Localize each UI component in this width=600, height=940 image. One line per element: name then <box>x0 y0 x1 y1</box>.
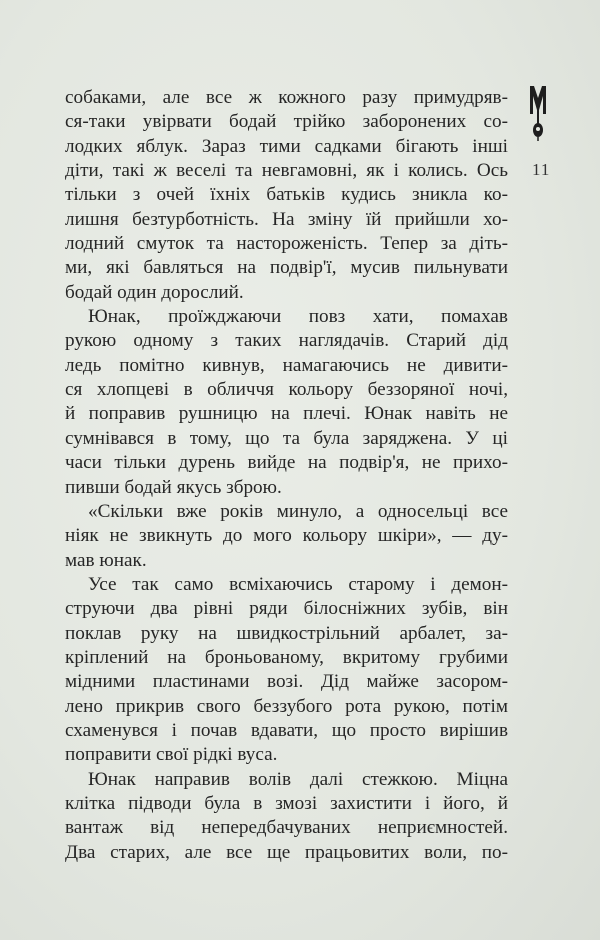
text-line: бодай один дорослий. <box>65 281 244 303</box>
page-number: 11 <box>532 160 551 179</box>
text-line: «Скільки вже років минуло, а односельці все <box>88 500 508 522</box>
text-line: пивши бодай якусь зброю. <box>65 476 282 498</box>
text-line: Два старих, але все ще працьовитих воли, по- <box>65 841 508 863</box>
text-line: ся хлопцеві в обличчя кольору беззоряної ночі, <box>65 379 508 401</box>
paragraph <box>65 500 508 573</box>
text-line: Юнак направив волів далі стежкою. Міцна <box>88 768 508 790</box>
text-line: ледь помітно кивнув, намагаючись не дивити- <box>65 354 508 376</box>
text-line: сумнівався в тому, що та була заряджена. У ці <box>65 427 508 449</box>
text-line: схаменувся і почав вдавати, що просто вирішив <box>65 719 508 741</box>
text-line: поправити свої рідкі вуса. <box>65 744 278 766</box>
text-line: лено прикрив свого беззубого рота рукою, потім <box>65 695 508 717</box>
text-line: кріплений на броньованому, вкритому грубими <box>65 646 508 668</box>
text-line: струючи два рівні ряди білосніжних зубів, він <box>65 598 508 620</box>
text-line: ся-таки увірвати бодай трійко заборонених со- <box>65 111 508 133</box>
text-line: ніяк не звикнуть до мого кольору шкіри», — ду- <box>65 525 508 547</box>
text-line: рукою одному з таких наглядачів. Старий дід <box>65 330 508 352</box>
text-line: мідними пластинами возі. Дід майже засором- <box>65 671 508 693</box>
text-line: Юнак, проїжджаючи повз хати, помахав <box>88 306 508 328</box>
text-line: ми, які бавляться на подвір'ї, мусив пильнувати <box>65 257 508 279</box>
text-line: Усе так само всміхаючись старому і демон- <box>88 573 508 595</box>
text-line: собаками, але все ж кожного разу примудряв- <box>65 87 508 108</box>
text-line: діти, такі ж веселі та невгамовні, як і колись. Ось <box>65 160 508 182</box>
text-line: вантаж від непередбачуваних неприємностей. <box>65 817 508 839</box>
text-line: лодний смуток та настороженість. Тепер за діть- <box>65 233 508 255</box>
text-line: клітка підводи була в змозі захистити і його, й <box>65 792 508 814</box>
text-line: часи тільки дурень вийде на подвір'я, не прихо- <box>65 452 508 474</box>
paragraph <box>65 86 508 305</box>
paragraph <box>65 573 508 768</box>
paragraph <box>65 768 508 865</box>
text-line: мав юнак. <box>65 549 147 571</box>
paragraph <box>65 305 508 500</box>
text-line: й поправив рушницю на плечі. Юнак навіть не <box>65 403 508 425</box>
text-line: поклав руку на швидкострільний арбалет, за- <box>65 622 508 644</box>
text-line: лишня безтурботність. На зміну їй прийшли хо- <box>65 208 508 230</box>
chapter-ornament-logo <box>528 84 548 142</box>
body-text <box>65 86 508 865</box>
text-line: лодких яблук. Зараз тими садками бігають інші <box>65 135 508 157</box>
text-line: тільки з очей їхніх батьків кудись зникла ко- <box>65 184 508 206</box>
